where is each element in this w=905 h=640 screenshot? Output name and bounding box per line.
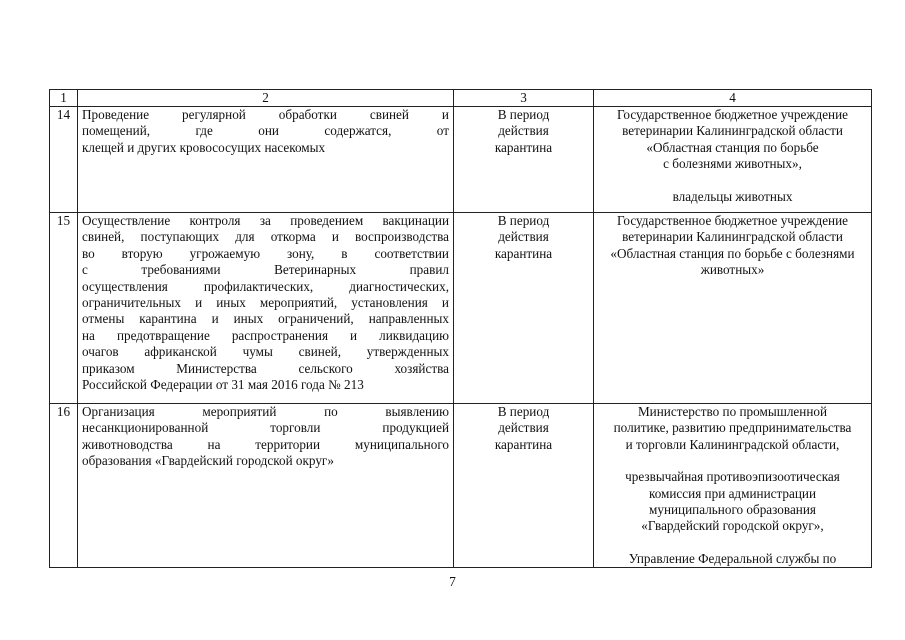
- period-line: В период: [497, 213, 550, 228]
- responsible-cell: [594, 404, 872, 568]
- period-line: карантина: [494, 139, 553, 155]
- row-number: 14: [50, 107, 78, 213]
- description-line: Осуществление контроля за проведением вакцинации: [82, 213, 449, 228]
- period-line: карантина: [494, 436, 553, 452]
- page-number: 7: [449, 574, 456, 589]
- responsible-line: комиссия при администрации: [648, 485, 817, 501]
- period-line: карантина: [494, 245, 553, 261]
- header-col-4: 4: [594, 90, 872, 107]
- responsible-line: чрезвычайная противоэпизоотическая: [625, 469, 840, 485]
- responsible-line: ветеринарии Калининградской области: [622, 123, 843, 139]
- table-header-row: [50, 90, 872, 107]
- period-cell: [454, 213, 594, 404]
- row-number: 16: [50, 404, 78, 568]
- description-line: отмены карантина и иных ограничений, направленных: [82, 311, 449, 327]
- responsible-line: Государственное бюджетное учреждение: [616, 107, 849, 122]
- responsible-line: Государственное бюджетное учреждение: [616, 213, 849, 228]
- row-number: 15: [50, 213, 78, 404]
- period-cell: [454, 404, 594, 568]
- measure-description: [78, 213, 454, 404]
- measures-table: [49, 89, 872, 568]
- table-row: [50, 404, 872, 568]
- description-line: на предотвращение распространения и ликвидацию: [82, 327, 449, 343]
- description-line: помещений, где они содержатся, от: [82, 123, 449, 139]
- description-line: приказом Министерства сельского хозяйства: [82, 360, 449, 376]
- period-line: В период: [497, 107, 550, 122]
- description-line: Организация мероприятий по выявлению: [82, 404, 449, 419]
- responsible-line: Министерство по промышленной: [637, 404, 828, 419]
- responsible-line: животных»: [700, 262, 765, 278]
- responsible-line: с болезнями животных»,: [663, 156, 802, 172]
- description-line: свиней, поступающих для откорма и воспроизводства: [82, 229, 449, 245]
- header-col-1: 1: [50, 90, 78, 107]
- responsible-line: политике, развитию предпринимательства: [613, 420, 852, 436]
- responsible-line: «Областная станция по борьбе: [646, 139, 819, 155]
- responsible-cell: [594, 213, 872, 404]
- table-row: [50, 213, 872, 404]
- responsible-line: «Гвардейский городской округ»,: [641, 518, 824, 534]
- header-col-2: 2: [78, 90, 454, 107]
- measure-description: [78, 107, 454, 213]
- description-line: Российской Федерации от 31 мая 2016 года № 213: [82, 376, 364, 392]
- period-line: действия: [498, 123, 549, 139]
- table-row: [50, 107, 872, 213]
- description-line: клещей и других кровососущих насекомых: [82, 139, 326, 155]
- measure-description: [78, 404, 454, 568]
- responsible-line: и торговли Калининградской области,: [625, 436, 840, 452]
- responsible-line: владельцы животных: [672, 188, 793, 204]
- description-line: ограничительных и иных мероприятий, установления и: [82, 294, 449, 310]
- responsible-line: ветеринарии Калининградской области: [622, 229, 843, 245]
- description-line: Проведение регулярной обработки свиней и: [82, 107, 449, 122]
- responsible-line: Управление Федеральной службы по: [628, 550, 837, 566]
- period-line: В период: [497, 404, 550, 419]
- responsible-line: «Областная станция по борьбе с болезнями: [610, 245, 855, 261]
- description-line: во вторую угрожаемую зону, в соответствии: [82, 245, 449, 261]
- period-line: действия: [498, 420, 549, 436]
- responsible-cell: [594, 107, 872, 213]
- description-line: образования «Гвардейский городской округ»: [82, 453, 334, 469]
- responsible-line: муниципального образования: [649, 502, 816, 518]
- description-line: животноводства на территории муниципального: [82, 436, 449, 452]
- period-cell: [454, 107, 594, 213]
- description-line: несанкционированной торговли продукцией: [82, 420, 449, 436]
- description-line: с требованиями Ветеринарных правил: [82, 262, 449, 278]
- description-line: осуществления профилактических, диагностических,: [82, 278, 449, 294]
- header-col-3: 3: [454, 90, 594, 107]
- description-line: очагов африканской чумы свиней, утвержденных: [82, 344, 449, 360]
- period-line: действия: [498, 229, 549, 245]
